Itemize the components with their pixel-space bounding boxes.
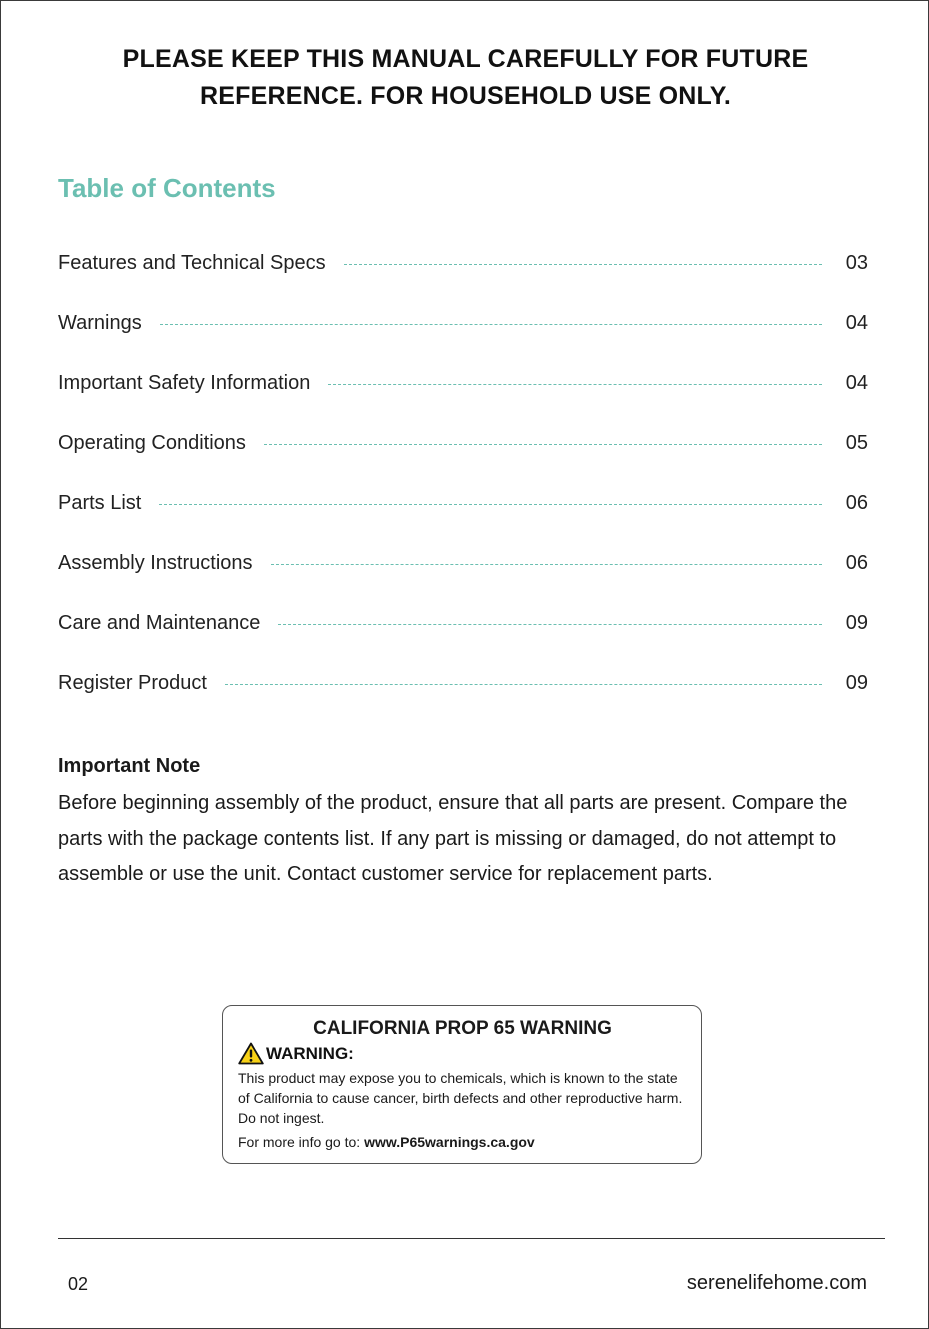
toc-leader — [271, 564, 822, 565]
toc-entry-page: 09 — [845, 611, 868, 634]
toc-entry-page: 05 — [845, 431, 868, 454]
notice-line-2: REFERENCE. FOR HOUSEHOLD USE ONLY. — [200, 82, 731, 110]
page-number: 02 — [68, 1274, 89, 1294]
toc-entry[interactable] — [58, 293, 868, 353]
household-use-notice — [61, 41, 870, 115]
toc-entry-label: Assembly Instructions — [58, 551, 253, 574]
warning-triangle-icon — [238, 1042, 264, 1065]
toc-entry[interactable] — [58, 353, 868, 413]
toc-leader — [159, 504, 822, 505]
toc-leader — [264, 444, 822, 445]
toc-entry-page: 04 — [845, 371, 868, 394]
prop65-more-info — [238, 1132, 687, 1152]
toc-entry-page: 03 — [845, 251, 868, 274]
toc-entry-page: 09 — [845, 671, 868, 694]
toc-leader — [225, 684, 822, 685]
important-note-heading: Important Note — [58, 755, 201, 777]
toc-entry-label: Care and Maintenance — [58, 611, 261, 634]
toc-entry-label: Important Safety Information — [58, 371, 311, 394]
prop65-title: CALIFORNIA PROP 65 WARNING — [313, 1018, 612, 1039]
toc-entry[interactable] — [58, 233, 868, 293]
prop65-more-prefix: For more info go to: — [238, 1134, 361, 1150]
toc-leader — [160, 324, 822, 325]
toc-leader — [278, 624, 822, 625]
toc-title: Table of Contents — [58, 173, 276, 203]
toc-entry-label: Register Product — [58, 671, 207, 694]
toc-entry[interactable] — [58, 653, 868, 713]
toc-entry-label: Features and Technical Specs — [58, 251, 326, 274]
toc-entry-label: Warnings — [58, 311, 142, 334]
toc-entry-label: Operating Conditions — [58, 431, 246, 454]
toc-leader — [328, 384, 822, 385]
toc-entry-page: 06 — [845, 551, 868, 574]
footer-divider — [58, 1238, 885, 1239]
toc-entry[interactable] — [58, 593, 868, 653]
toc-entry-label: Parts List — [58, 491, 142, 514]
prop65-warning-box — [222, 1005, 702, 1164]
important-note-body: Before beginning assembly of the product, ensure that all parts are present. Compare the parts with the package contents list. If any part is missing or damaged, do not attempt to assemble or use the unit. Contact customer service for replacement parts. — [58, 792, 848, 885]
toc-entry-page: 06 — [845, 491, 868, 514]
toc-entry[interactable] — [58, 473, 868, 533]
prop65-link[interactable]: www.P65warnings.ca.gov — [364, 1134, 535, 1150]
footer-website[interactable]: serenelifehome.com — [686, 1272, 867, 1294]
toc-entry[interactable] — [58, 533, 868, 593]
notice-line-1: PLEASE KEEP THIS MANUAL CAREFULLY FOR FUTURE — [122, 45, 809, 73]
prop65-warning-label: WARNING: — [266, 1043, 354, 1063]
toc-leader — [344, 264, 822, 265]
table-of-contents — [58, 233, 868, 713]
prop65-text: This product may expose you to chemicals, which is known to the state of California to cause cancer, birth defects and other reproductive harm. Do not ingest. — [238, 1070, 683, 1126]
toc-entry[interactable] — [58, 413, 868, 473]
prop65-warning-row — [238, 1042, 687, 1065]
toc-entry-page: 04 — [845, 311, 868, 334]
